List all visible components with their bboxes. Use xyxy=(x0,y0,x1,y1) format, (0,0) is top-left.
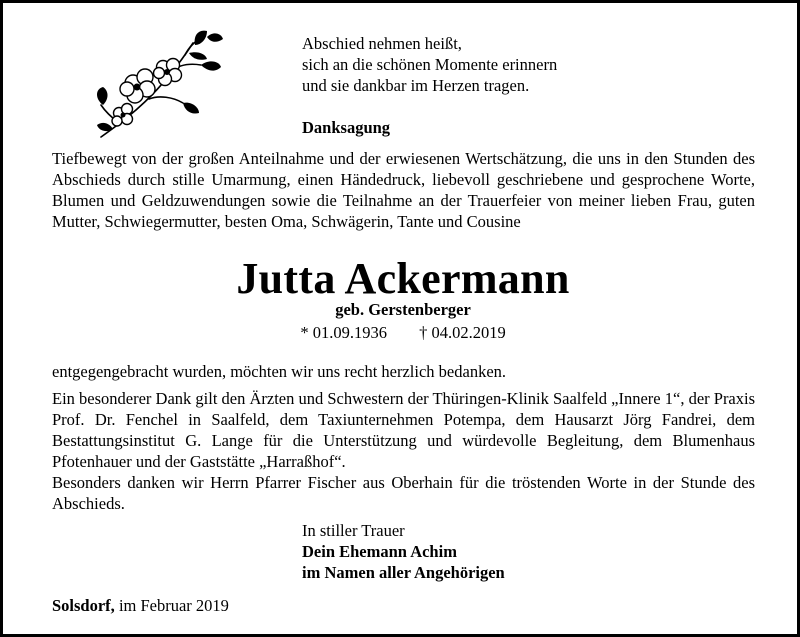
birth-name: geb. Gerstenberger xyxy=(335,300,471,319)
signature-line-3: im Namen aller Angehörigen xyxy=(302,563,505,582)
birth-date: * 01.09.1936 xyxy=(300,323,387,342)
signature-block xyxy=(302,520,505,583)
motto-line-3: und sie dankbar im Herzen tragen. xyxy=(302,76,530,95)
special-thanks-paragraph: Ein besonderer Dank gilt den Ärzten und Schwestern der Thüringen-Klinik Saalfeld „Innere 1“, der Praxis Prof. Dr. Fenchel in Saalfeld, dem Taxiunternehmen Potempa, dem Hausarzt Jörg Fandrei, dem Bestattungsinstitut G. Lange für die Unterstützung und würdevolle Begleitung, dem Blumenhaus Pfotenhauer und der Gaststätte „Harraßhof“. xyxy=(52,389,756,471)
thanks-line: entgegengebracht wurden, möchten wir uns recht herzlich bedanken. xyxy=(52,362,507,381)
life-dates xyxy=(3,323,800,343)
thanks-heading: Danksagung xyxy=(302,118,391,137)
intro-paragraph: Tiefbewegt von der großen Anteilnahme und der erwiesenen Wertschätzung, die uns in den Stunden des Abschieds durch stille Umarmung, einen Händedruck, liebevoll geschriebene und gesprochene Worte, Blumen und Geldzuwendungen sowie die Teilnahme an der Trauerfeier von meiner lieben Frau, guten Mutter, Schwiegermutter, besten Oma, Schwägerin, Tante und Cousine xyxy=(52,149,755,231)
farewell-motto xyxy=(302,33,557,96)
place-date: im Februar 2019 xyxy=(118,596,229,615)
place-and-date xyxy=(52,596,229,616)
motto-line-1: Abschied nehmen heißt, xyxy=(302,34,462,53)
signature-line-1: In stiller Trauer xyxy=(302,521,405,540)
place-town: Solsdorf, xyxy=(52,596,115,615)
death-date: † 04.02.2019 xyxy=(419,323,506,342)
deceased-name: Jutta Ackermann xyxy=(236,254,570,303)
flower-branch-icon xyxy=(89,25,229,145)
signature-line-2: Dein Ehemann Achim xyxy=(302,542,457,561)
motto-line-2: sich an die schönen Momente erinnern xyxy=(302,55,558,74)
pastor-thanks-paragraph: Besonders danken wir Herrn Pfarrer Fischer aus Oberhain für die tröstenden Worte in der Stunde des Abschieds. xyxy=(52,473,755,513)
